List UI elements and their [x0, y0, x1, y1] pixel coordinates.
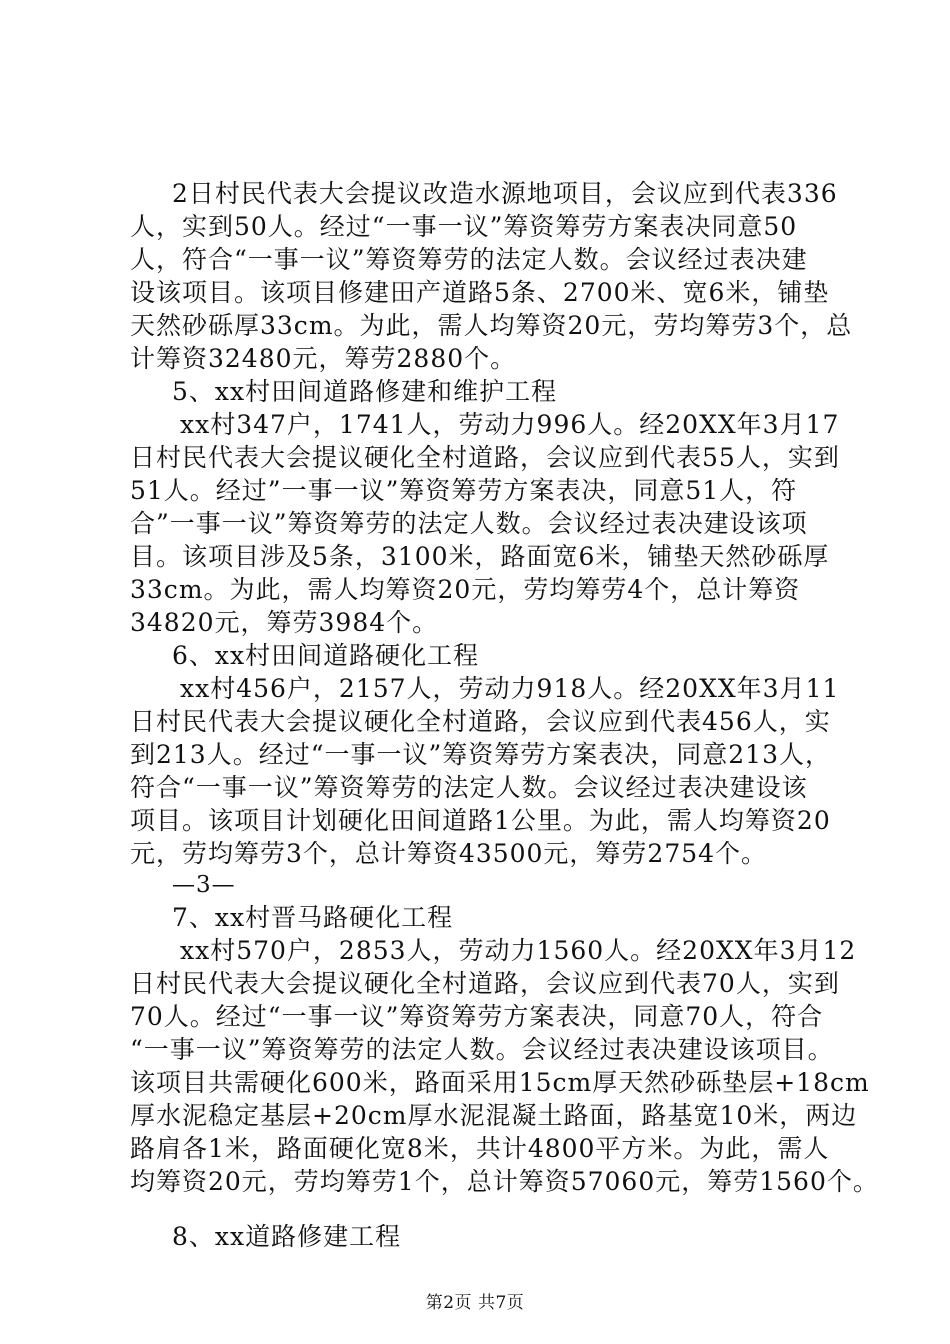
- page-footer: [0, 1292, 950, 1314]
- body-line: 天然砂砾厚33cm。为此，需人均筹资20元，劳均筹劳3个，总: [130, 311, 853, 340]
- section-heading: 8、xx道路修建工程: [172, 1222, 402, 1251]
- body-line: 到213人。经过“一事一议”筹资筹劳方案表决，同意213人，: [130, 740, 831, 769]
- body-line: 设该项目。该项目修建田产道路5条、2700米、宽6米，铺垫: [130, 278, 830, 307]
- body-line: 2日村民代表大会提议改造水源地项目，会议应到代表336: [172, 179, 838, 208]
- body-line: 厚水泥稳定基层+20cm厚水泥混凝土路面，路基宽10米，两边: [130, 1101, 858, 1130]
- body-line: 日村民代表大会提议硬化全村道路，会议应到代表456人，实: [130, 707, 831, 736]
- body-line: 人，符合“一事一议”筹资筹劳的法定人数。会议经过表决建: [130, 245, 808, 274]
- body-line: 项目。该项目计划硬化田间道路1公里。为此，需人均筹资20: [130, 806, 831, 835]
- body-line: 均筹资20元，劳均筹劳1个，总计筹资57060元，筹劳1560个。: [130, 1167, 879, 1196]
- body-line: 34820元，筹劳3984个。: [130, 608, 439, 637]
- section-heading: 5、xx村田间道路修建和维护工程: [172, 377, 558, 406]
- body-line: 合”一事一议”筹资筹劳的法定人数。会议经过表决建设该项: [130, 509, 808, 538]
- section-heading: 7、xx村晋马路硬化工程: [172, 903, 454, 932]
- body-line: xx村347户，1741人，劳动力996人。经20XX年3月17: [180, 410, 840, 439]
- body-line: 计筹资32480元，筹劳2880个。: [130, 344, 517, 373]
- body-line: 路肩各1米，路面硬化宽8米，共计4800平方米。为此，需人: [130, 1134, 830, 1163]
- body-line: 33cm。为此，需人均筹资20元，劳均筹劳4个，总计筹资: [130, 575, 801, 604]
- body-line: 日村民代表大会提议硬化全村道路，会议应到代表55人，实到: [130, 443, 840, 472]
- body-line: 符合“一事一议”筹资筹劳的法定人数。会议经过表决建设该: [130, 773, 808, 802]
- body-line: “一事一议”筹资筹劳的法定人数。会议经过表决建设该项目。: [130, 1035, 834, 1064]
- inline-page-number: —3—: [172, 872, 236, 898]
- body-line: 70人。经过“一事一议”筹资筹劳方案表决，同意70人，符合: [130, 1002, 824, 1031]
- body-line: 该项目共需硬化600米，路面采用15cm厚天然砂砾垫层+18cm: [130, 1068, 870, 1097]
- body-line: 目。该项目涉及5条，3100米，路面宽6米，铺垫天然砂砾厚: [130, 542, 830, 571]
- body-line: xx村456户，2157人，劳动力918人。经20XX年3月11: [180, 674, 840, 703]
- section-heading: 6、xx村田间道路硬化工程: [172, 641, 480, 670]
- body-line: 人，实到50人。经过“一事一议”筹资筹劳方案表决同意50: [130, 212, 798, 241]
- page-indicator: 第2页 共7页: [425, 1293, 525, 1313]
- body-line: 日村民代表大会提议硬化全村道路，会议应到代表70人，实到: [130, 969, 840, 998]
- body-line: xx村570户，2853人，劳动力1560人。经20XX年3月12: [180, 936, 857, 965]
- body-line: 51人。经过”一事一议”筹资筹劳方案表决，同意51人，符: [130, 476, 798, 505]
- body-line: 元，劳均筹劳3个，总计筹资43500元，筹劳2754个。: [130, 839, 768, 868]
